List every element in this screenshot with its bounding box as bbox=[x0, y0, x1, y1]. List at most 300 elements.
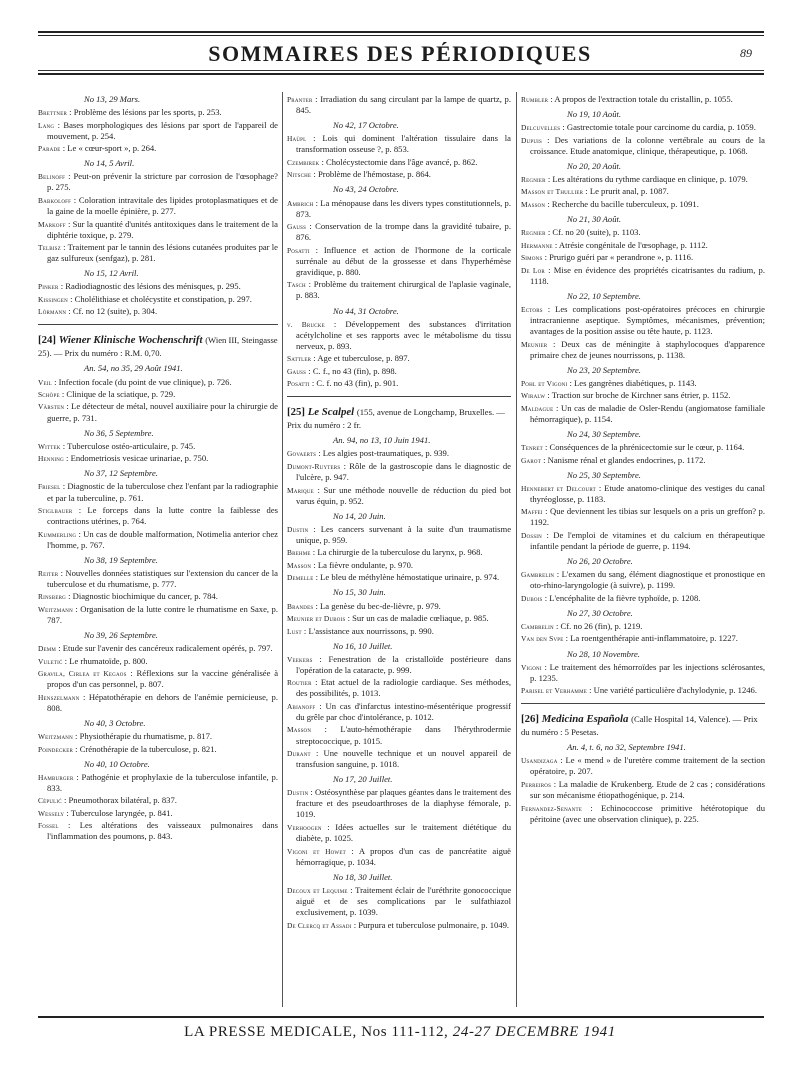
issue-heading: No 13, 29 Mars. bbox=[84, 94, 141, 104]
article-author: Veekers bbox=[287, 654, 313, 664]
footer-journal: LA PRESSE MEDICALE, bbox=[184, 1024, 357, 1040]
article-title: Développement des substances d'irritation acétylcholine et ses rapports avec le métabolisme du tissu nerveux, p. 893. bbox=[296, 318, 511, 351]
issue-heading: No 20, 20 Août. bbox=[567, 160, 622, 171]
issue-heading: No 16, 10 Juillet. bbox=[333, 640, 393, 651]
article-author: Fernandez-Senante bbox=[521, 803, 583, 813]
article-entry: Van den Svpe : La roentgenthérapie anti-inflammatoire, p. 1227. bbox=[521, 633, 738, 644]
article-entry: Verhoogen : Idées actuelles sur le traitement diététique du diabète, p. 1025. bbox=[287, 821, 511, 844]
article-author: Regnier bbox=[521, 174, 546, 184]
article-entry: Vigoni : Le traitement des hémorroïdes par les injections sclérosantes, p. 1235. bbox=[521, 661, 765, 683]
article-title: Un cas d'infarctus intestino-mésentérique progressif du grêle par choc d'intolérance, p. 1012. bbox=[296, 700, 512, 722]
article-title: Le prurit anal, p. 1087. bbox=[589, 186, 669, 197]
article-entry: Kissingen : Cholélithiase et cholécystite et constipation, p. 297. bbox=[38, 293, 252, 304]
article-author: Pranter bbox=[287, 95, 313, 104]
article-entry: Dustin : Les cancers survenant à la suite d'un traumatisme unique, p. 959. bbox=[287, 523, 512, 545]
journal-title bbox=[287, 406, 511, 431]
article-title: Rôle de la gastroscopie dans le diagnostic de l'ulcère, p. 947. bbox=[296, 460, 511, 483]
article-entry: Värsten : Le détecteur de métal, nouvel auxiliaire pour la chirurgie de guerre, p. 731. bbox=[38, 401, 278, 423]
article-title: Les complications post-opératoires précoces en chirurgie intracranienne aseptique. Symptômes, mécanismes, prévention; avantages de la position assise ou tête haute, p. 1123. bbox=[530, 303, 765, 337]
issue-heading: No 38, 19 Septembre. bbox=[84, 554, 158, 565]
issue-heading: No 44, 31 Octobre. bbox=[333, 305, 399, 316]
article-entry: Veil : Infection focale (du point de vue clinique), p. 726. bbox=[38, 376, 232, 387]
article-entry: Masson : Recherche du bacille tuberculeux, p. 1091. bbox=[521, 198, 699, 209]
article-title: Diagnostic biochimique du cancer, p. 784. bbox=[72, 591, 218, 602]
page-title: SOMMAIRES DES PÉRIODIQUES bbox=[208, 41, 592, 66]
article-entry: Fernandez-Senante : Echinococcose primitive hétérotopique du péritoine (avec une observation clinique), p. 225. bbox=[521, 802, 765, 824]
issue-heading: No 19, 10 Août. bbox=[567, 109, 622, 120]
article-entry: Decoux et Lequime : Traitement éclair de l'uréthrite gonococcique aiguë et de ses complications par le sulfathiazol exclusivement, p. 1039. bbox=[287, 884, 512, 918]
article-title: Un cas de double malformation, Notimelia anterior chez l'homme, p. 767. bbox=[47, 528, 278, 550]
top-rule bbox=[38, 31, 764, 33]
article-entry: Telbisz : Traitement par le tannin des lésions cutanées produites par le gaz sulfureux (senfgaz), p. 281. bbox=[38, 242, 278, 264]
article-entry: Reiter : Nouvelles données statistiques sur l'extension du cancer de la tuberculose et du rhumatisme, p. 777. bbox=[38, 567, 278, 589]
article-entry: Belinoff : Peut-on prévenir la stricture par corrosion de l'œsophage? p. 275. bbox=[38, 171, 278, 193]
article-author: Belinoff bbox=[38, 172, 66, 182]
article-author: Weitzmann bbox=[38, 732, 73, 742]
article-author: Maffei bbox=[521, 507, 543, 517]
article-entry: Poindecker : Crénothérapie de la tuberculose, p. 821. bbox=[38, 743, 217, 754]
article-entry: Nitsche : Problème de l'hémostase, p. 864. bbox=[287, 169, 431, 180]
article-title: A propos d'un cas de pancréatite aiguë hémorragique, p. 1034. bbox=[296, 845, 511, 867]
article-title: Le détecteur de métal, nouvel auxiliaire pour la chirurgie de guerre, p. 731. bbox=[47, 401, 278, 423]
article-entry: Weitzmann : Organisation de la lutte contre le rhumatisme en Saxe, p. 787. bbox=[38, 603, 278, 626]
journal-title bbox=[521, 713, 765, 738]
article-title: Traitement par le tannin des lésions cutanées produites par le gaz sulfureux (senfgaz), p. 281. bbox=[47, 242, 278, 264]
article-entry: Czembirek : Cholécystectomie dans l'âge avancé, p. 862. bbox=[287, 156, 478, 167]
article-author: Masson bbox=[287, 560, 312, 570]
article-entry: Meunier : Deux cas de méningite à staphylocoques d'apparence primaire chez de jeunes nourrissons, p. 1138. bbox=[521, 338, 765, 360]
article-entry: Delcuvelles : Gastrectomie totale pour carcinome du cardia, p. 1059. bbox=[521, 122, 756, 133]
article-author: Dustin bbox=[287, 788, 309, 798]
footer-dates: 24-27 DECEMBRE 1941 bbox=[452, 1024, 616, 1040]
article-entry: Durant : Une nouvelle technique et un nouvel appareil de transfusion sanguine, p. 1018. bbox=[287, 748, 511, 770]
article-title: Cholécystectomie dans l'âge avancé, p. 862. bbox=[325, 156, 478, 167]
article-title: Sur un cas de maladie cœliaque, p. 985. bbox=[352, 613, 489, 624]
article-author: Parade bbox=[38, 144, 61, 154]
article-entry: Maldague : Un cas de maladie de Osler-Rendu (angiomatose familiale hémorragique), p. 1154. bbox=[521, 402, 766, 424]
article-entry: Regnier : Cf. no 20 (suite), p. 1103. bbox=[521, 227, 641, 238]
article-entry: Weitzmann : Physiothérapie du rhumatisme, p. 817. bbox=[38, 731, 213, 742]
article-author: Brehme bbox=[287, 548, 311, 558]
article-title: Age et tuberculose, p. 897. bbox=[317, 353, 410, 364]
article-author: Masson bbox=[287, 725, 312, 735]
article-title: Coloration intravitale des lipides protoplasmatiques et de la gaine de la moelle épinière, p. 277. bbox=[47, 194, 278, 217]
article-entry: Stiglbauer : Le forceps dans la lutte contre la faiblesse des contractions utérines, p. 764. bbox=[38, 505, 279, 527]
article-author: Schöpe bbox=[38, 390, 60, 399]
article-title: Mise en évidence des propriétés cicatrisantes du radium, p. 1118. bbox=[530, 264, 765, 286]
article-entry: Pohl et Vigoni : Les gangrènes diabétiques, p. 1143. bbox=[521, 377, 697, 388]
article-entry: Brettner : Problème des lésions par les sports, p. 253. bbox=[38, 107, 222, 118]
article-entry: Masson : La fièvre ondulante, p. 970. bbox=[287, 559, 414, 570]
article-author: Brandes bbox=[287, 601, 314, 611]
issue-heading: No 24, 30 Septembre. bbox=[567, 428, 641, 439]
article-author: Hennebert et Delcourt bbox=[521, 483, 596, 493]
column-3 bbox=[521, 94, 765, 826]
article-entry: Babkoloff : Coloration intravitale des lipides protoplasmatiques et de la gaine de la moelle épinière, p. 277. bbox=[38, 194, 278, 217]
issue-heading: No 15, 12 Avril. bbox=[84, 268, 139, 279]
article-entry: De Lor : Mise en évidence des propriétés cicatrisantes du radium, p. 1118. bbox=[521, 264, 765, 286]
article-author: Dossin bbox=[521, 530, 542, 540]
article-title: Pathogénie et prophylaxie de la tuberculose infantile, p. 833. bbox=[47, 771, 278, 793]
article-title: Tuberculose ostéo-articulaire, p. 745. bbox=[67, 440, 196, 451]
issue-heading: No 40, 10 Octobre. bbox=[84, 758, 150, 769]
article-title: C. f., no 43 (fin), p. 898. bbox=[312, 365, 397, 376]
issue-heading: No 17, 20 Juillet. bbox=[333, 774, 393, 785]
article-title: Problème des lésions par les sports, p. 253. bbox=[73, 107, 222, 118]
article-title: Clinique de la sciatique, p. 729. bbox=[66, 389, 176, 399]
article-title: Les gangrènes diabétiques, p. 1143. bbox=[574, 377, 697, 388]
article-title: Recherche du bacille tuberculeux, p. 1091. bbox=[551, 198, 699, 209]
article-title: Etude anatomo-clinique des vestiges du canal thyréoglosse, p. 1183. bbox=[530, 482, 765, 504]
article-author: Kissingen bbox=[38, 294, 68, 304]
article-entry: Govaerts : Les algies post-traumatiques, p. 939. bbox=[287, 448, 450, 459]
article-title: L'assistance aux nourrissons, p. 990. bbox=[308, 625, 434, 636]
article-author: Maldague bbox=[521, 403, 554, 413]
article-entry: Dossin : De l'emploi de vitamines et du calcium en thérapeutique infantile pendant la période de guerre, p. 1194. bbox=[521, 529, 765, 551]
article-author: Lust bbox=[287, 626, 302, 636]
article-entry: Marique : Sur une méthode nouvelle de réduction du pied bot varus équin, p. 952. bbox=[287, 484, 512, 506]
article-entry: De Clercq et Assadi : Purpura et tuberculose pulmonaire, p. 1049. bbox=[287, 919, 510, 930]
article-title: Sur une méthode nouvelle de réduction du pied bot varus équin, p. 952. bbox=[296, 484, 512, 506]
article-entry: Demelle : Le bleu de méthylène hémostatique urinaire, p. 974. bbox=[287, 572, 500, 583]
top-rule-thin bbox=[38, 35, 764, 36]
article-author: Ectors bbox=[521, 304, 543, 314]
article-entry: Lust : L'assistance aux nourrissons, p. 990. bbox=[287, 625, 434, 636]
article-title: Ostéosynthèse par plaques géantes dans le traitement des fracture et des pseudoarthroses de la diaphyse fémorale, p. 1019. bbox=[296, 787, 511, 820]
article-title: Les altérations du rythme cardiaque en clinique, p. 1079. bbox=[552, 173, 748, 184]
article-title: Tuberculose laryngée, p. 841. bbox=[70, 807, 173, 818]
article-author: Delcuvelles bbox=[521, 123, 561, 133]
journal-name: Le Scalpel bbox=[307, 406, 355, 419]
article-title: C. f. no 43 (fin), p. 901. bbox=[316, 378, 399, 389]
article-author: Värsten bbox=[38, 402, 65, 412]
article-title: Organisation de la lutte contre le rhumatisme en Saxe, p. 787. bbox=[47, 603, 278, 626]
article-title: La fièvre ondulante, p. 970. bbox=[317, 559, 414, 570]
article-author: Abianoff bbox=[287, 701, 316, 711]
article-author: Decoux et Lequime bbox=[287, 885, 348, 895]
article-entry: Rinsberg : Diagnostic biochimique du cancer, p. 784. bbox=[38, 591, 218, 602]
article-author: Simons bbox=[521, 253, 543, 263]
article-title: La maladie de Krukenberg. Etude de 2 cas ; considérations sur son mécanisme étiopathogénique, p. 214. bbox=[530, 778, 766, 801]
article-author: Wittek bbox=[38, 441, 61, 451]
article-title: Endometriosis vesicae urinariae, p. 750. bbox=[70, 453, 209, 464]
article-entry: Henszelmann : Hépatothérapie en dehors de l'anémie pernicieuse, p. 808. bbox=[38, 691, 278, 713]
issue-heading: No 28, 10 Novembre. bbox=[567, 648, 640, 659]
journal-name: Wiener Klinische Wochenschrift bbox=[58, 334, 203, 347]
article-author: v. Brucke bbox=[287, 319, 325, 329]
article-entry: Routier : Etat actuel de la radiologie cardiaque. Ses méthodes, des possibilités, p. 1013. bbox=[287, 677, 511, 699]
article-author: Usandizaga bbox=[521, 756, 558, 766]
article-author: Garot bbox=[521, 455, 541, 465]
article-author: Markoff bbox=[38, 219, 66, 229]
article-title: Le forceps dans la lutte contre la faiblesse des contractions utérines, p. 764. bbox=[47, 505, 279, 527]
article-title: L'encéphalite de la fièvre typhoïde, p. 1208. bbox=[549, 592, 701, 603]
article-author: Czembirek bbox=[287, 157, 320, 167]
article-author: Durant bbox=[287, 749, 311, 759]
article-entry: Dubois : L'encéphalite de la fièvre typhoïde, p. 1208. bbox=[521, 592, 701, 603]
article-author: Perreiros bbox=[521, 779, 552, 789]
article-title: L'auto-hémothérapie dans l'hérythrodermie streptococcique, p. 1015. bbox=[296, 724, 511, 746]
article-author: Masson bbox=[521, 199, 546, 209]
article-author: Fossel bbox=[38, 821, 59, 831]
article-author: Rinsberg bbox=[38, 592, 66, 602]
article-title: Cf. no 26 (fin), p. 1219. bbox=[560, 620, 643, 631]
article-author: Demelle bbox=[287, 573, 314, 583]
article-author: Poindecker bbox=[38, 744, 73, 754]
article-author: Veil bbox=[38, 377, 52, 387]
article-title: Les cancers survenant à la suite d'un traumatisme unique, p. 959. bbox=[296, 523, 512, 545]
article-author: Cépulić bbox=[38, 796, 62, 806]
article-author: Meunier bbox=[521, 339, 548, 349]
article-entry: Meunier et Dubois : Sur un cas de maladie cœliaque, p. 985. bbox=[287, 613, 489, 624]
journal-title bbox=[38, 334, 278, 359]
issue-heading: No 23, 20 Septembre. bbox=[567, 364, 641, 375]
article-entry: Posatti : C. f. no 43 (fin), p. 901. bbox=[287, 378, 399, 389]
article-author: Lörmann bbox=[38, 307, 67, 317]
article-author: Gravila, Cirlea et Kegaos bbox=[38, 669, 127, 679]
article-title: Crénothérapie de la tuberculose, p. 821. bbox=[79, 743, 217, 754]
issue-heading: No 27, 30 Octobre. bbox=[567, 607, 633, 618]
article-entry: Markoff : Sur la quantité d'unités antitoxiques dans le traitement de la diphtérie toxique, p. 279. bbox=[38, 218, 278, 240]
article-title: Hépatothérapie en dehors de l'anémie pernicieuse, p. 808. bbox=[47, 691, 278, 713]
article-title: Etude sur l'avenir des cancéreux radicalement opérés, p. 797. bbox=[62, 643, 273, 654]
article-title: Conservation de la trompe dans la gravidité tubaire, p. 876. bbox=[296, 221, 511, 243]
page-number: 89 bbox=[740, 46, 752, 60]
article-author: Dumont-Ruyters bbox=[287, 461, 341, 471]
article-title: Le traitement des hémorroïdes par les injections sclérosantes, p. 1235. bbox=[530, 661, 765, 683]
article-entry: Hermanne : Atrésie congénitale de l'œsophage, p. 1112. bbox=[521, 239, 708, 250]
article-author: Rumbler bbox=[521, 95, 549, 104]
article-entry: Parade : Le « cœur-sport », p. 264. bbox=[38, 143, 157, 154]
issue-heading: No 21, 30 Août. bbox=[567, 214, 622, 225]
article-author: Gauss bbox=[287, 222, 307, 232]
issue-heading: No 37, 12 Septembre. bbox=[84, 468, 158, 479]
article-author: Tasch bbox=[287, 280, 306, 290]
article-title: Une variété particulière d'achylodynie, p. 1246. bbox=[593, 685, 758, 696]
article-title: Traction sur broche de Kirchner sans étrier, p. 1152. bbox=[551, 390, 731, 401]
article-author: Weitzmann bbox=[38, 604, 73, 614]
article-entry: Veekers : Fenestration de la cristalloïde postérieure dans l'opération de la cataracte, p. 999. bbox=[287, 653, 512, 675]
journal-number: [25] bbox=[287, 406, 305, 419]
article-entry: Haüpl : Lois qui dominent l'altération tissulaire dans la transformation osseuse ?, p. 853. bbox=[287, 133, 511, 155]
article-title: Atrésie congénitale de l'œsophage, p. 1112. bbox=[558, 239, 708, 250]
issue-heading: No 43, 24 Octobre. bbox=[333, 184, 399, 195]
article-author: Marique bbox=[287, 485, 314, 495]
journal-name: Medicina Española bbox=[541, 713, 629, 726]
article-title: Idées actuelles sur le traitement diététique du diabète, p. 1025. bbox=[296, 821, 511, 844]
article-author: De Clercq et Assadi bbox=[287, 920, 352, 930]
article-entry: Schöpe : Clinique de la sciatique, p. 729. bbox=[38, 389, 176, 399]
article-author: De Lor bbox=[521, 265, 545, 275]
article-author: Van den Svpe bbox=[521, 634, 564, 644]
article-author: Parisel et Verhamme bbox=[521, 686, 587, 696]
footer-rule bbox=[38, 1016, 764, 1018]
column-divider-1 bbox=[282, 92, 283, 1007]
article-title: Purpura et tuberculose pulmonaire, p. 1049. bbox=[358, 919, 510, 930]
article-author: Posatti bbox=[287, 379, 310, 389]
article-title: Sur la quantité d'unités antitoxiques dans le traitement de la diphtérie toxique, p. 279. bbox=[47, 218, 278, 240]
article-entry: Wittek : Tuberculose ostéo-articulaire, p. 745. bbox=[38, 440, 196, 451]
article-entry: Hamburger : Pathogénie et prophylaxie de la tuberculose infantile, p. 833. bbox=[38, 771, 278, 793]
article-entry: Pranter : Irradiation du sang circulant par la lampe de quartz, p. 845. bbox=[287, 94, 511, 116]
article-entry: Vigoni et Howet : A propos d'un cas de pancréatite aiguë hémorragique, p. 1034. bbox=[287, 845, 511, 867]
issue-heading: No 42, 17 Octobre. bbox=[333, 120, 399, 131]
journal-publisher: (155, avenue de Longchamp, Bruxelles. — Prix du numéro : 2 fr. bbox=[287, 407, 505, 430]
article-entry: Rumbler : A propos de l'extraction totale du cristallin, p. 1055. bbox=[521, 94, 733, 104]
article-entry: Lang : Bases morphologiques des lésions par sport de l'appareil de mouvement, p. 254. bbox=[38, 119, 278, 141]
article-title: Diagnostic de la tuberculose chez l'enfant par la radiographie et par la tuberculine, p. 761. bbox=[47, 481, 279, 503]
article-entry: Posatti : Influence et action de l'hormone de la corticale surrénale au début de la grossesse et dans l'hyperhémèse gravidique, p. 880. bbox=[287, 244, 511, 277]
issue-heading: An. 54, no 35, 29 Août 1941. bbox=[84, 363, 183, 374]
article-entry: Abianoff : Un cas d'infarctus intestino-mésentérique progressif du grêle par choc d'intolérance, p. 1012. bbox=[287, 700, 512, 722]
article-entry: Gambrelin : L'examen du sang, élément diagnostique et pronostique en oto-rhino-laryngologie (à suivre), p. 1199. bbox=[521, 569, 766, 591]
article-author: Routier bbox=[287, 678, 312, 688]
article-author: Sattler bbox=[287, 354, 312, 364]
article-title: Le « cœur-sport », p. 264. bbox=[67, 143, 157, 154]
journal-separator bbox=[287, 396, 511, 397]
article-author: Haüpl bbox=[287, 134, 307, 144]
article-author: Dubois bbox=[521, 593, 543, 603]
article-entry: Friesel : Diagnostic de la tuberculose chez l'enfant par la radiographie et par la tuberculine, p. 761. bbox=[38, 481, 279, 503]
issue-heading: No 40, 3 Octobre. bbox=[84, 717, 146, 728]
article-author: Telbisz bbox=[38, 243, 61, 253]
issue-heading: No 36, 5 Septembre. bbox=[84, 427, 154, 438]
article-entry: Ambrich : La ménopause dans les divers types constitutionnels, p. 873. bbox=[287, 197, 511, 219]
issue-heading: No 15, 30 Juin. bbox=[333, 587, 386, 598]
article-author: Posatti bbox=[287, 245, 310, 255]
article-entry: Pinker : Radiodiagnostic des lésions des ménisques, p. 295. bbox=[38, 281, 241, 292]
article-author: Hamburger bbox=[38, 772, 74, 782]
article-author: Friesel bbox=[38, 482, 61, 492]
article-author: Henszelmann bbox=[38, 692, 80, 702]
article-title: Traitement éclair de l'uréthrite gonococcique aiguë et de ses complications par le sulfathiazol exclusivement, p. 1039. bbox=[296, 884, 512, 918]
article-author: Wessely bbox=[38, 808, 65, 818]
issue-heading: No 39, 26 Septembre. bbox=[84, 630, 158, 641]
article-author: Wiralw bbox=[521, 391, 546, 401]
article-entry: Henning : Endometriosis vesicae urinariae, p. 750. bbox=[38, 453, 209, 464]
issue-heading: No 14, 5 Avril. bbox=[84, 158, 135, 169]
article-entry: Lörmann : Cf. no 12 (suite), p. 304. bbox=[38, 306, 158, 317]
article-entry: Ectors : Les complications post-opératoires précoces en chirurgie intracranienne aseptique. Symptômes, mécanismes, prévention; avantages de la position assise ou tête haute, p. 1123. bbox=[521, 303, 765, 337]
article-title: Un cas de maladie de Osler-Rendu (angiomatose familiale hémorragique), p. 1154. bbox=[530, 402, 766, 424]
article-entry: Masson et Thullier : Le prurit anal, p. 1087. bbox=[521, 186, 669, 197]
article-author: Hermanne bbox=[521, 240, 553, 250]
article-author: Henning bbox=[38, 454, 64, 464]
article-title: Bases morphologiques des lésions par sport de l'appareil de mouvement, p. 254. bbox=[47, 119, 278, 141]
article-entry: Wiralw : Traction sur broche de Kirchner sans étrier, p. 1152. bbox=[521, 390, 731, 401]
article-entry: Wessely : Tuberculose laryngée, p. 841. bbox=[38, 807, 173, 818]
article-title: Radiodiagnostic des lésions des ménisques, p. 295. bbox=[65, 281, 241, 292]
article-author: Demm bbox=[38, 644, 57, 654]
journal-number: [26] bbox=[521, 713, 539, 726]
journal-separator bbox=[521, 703, 765, 704]
article-author: Dustin bbox=[287, 524, 309, 534]
article-author: Verhoogen bbox=[287, 822, 322, 832]
issue-heading: An. 94, no 13, 10 Juin 1941. bbox=[333, 435, 431, 446]
article-title: Réflexions sur la vaccine généralisée à propos d'un cas personnel, p. 807. bbox=[47, 668, 279, 690]
article-title: Peut-on prévenir la stricture par corrosion de l'œsophage? p. 275. bbox=[47, 171, 278, 193]
article-entry: Vuletić : Le rhumatoïde, p. 800. bbox=[38, 655, 148, 666]
article-author: Babkoloff bbox=[38, 195, 72, 205]
article-entry: Dustin : Ostéosynthèse par plaques géantes dans le traitement des fracture et des pseudoarthroses de la diaphyse fémorale, p. 1019. bbox=[287, 787, 511, 820]
article-author: Ambrich bbox=[287, 198, 314, 208]
article-entry: Gravila, Cirlea et Kegaos : Réflexions sur la vaccine généralisée à propos d'un cas personnel, p. 807. bbox=[38, 668, 279, 690]
column-divider-2 bbox=[516, 92, 517, 1007]
article-entry: Simons : Prurigo guéri par « perandrone », p. 1116. bbox=[521, 252, 694, 263]
footer bbox=[0, 1024, 800, 1041]
article-author: Reiter bbox=[38, 568, 59, 578]
article-author: Vigoni bbox=[521, 662, 542, 672]
journal-publisher: (Wien III, Steingasse 25). — Prix du numéro : R.M. 0,70. bbox=[38, 335, 278, 358]
article-entry: Garot : Nanisme rénal et glandes endocrines, p. 1172. bbox=[521, 454, 706, 465]
article-title: Nouvelles données statistiques sur l'extension du cancer de la tuberculose et du rhumatisme, p. 777. bbox=[47, 567, 278, 589]
article-author: Vuletić bbox=[38, 656, 63, 666]
article-author: Pohl et Vigoni bbox=[521, 378, 568, 388]
article-title: Le rhumatoïde, p. 800. bbox=[69, 655, 148, 666]
article-author: Meunier et Dubois bbox=[287, 614, 346, 624]
article-author: Gambrelin bbox=[521, 570, 555, 580]
issue-heading: No 22, 10 Septembre. bbox=[567, 290, 641, 301]
article-author: Brettner bbox=[38, 108, 68, 118]
article-title: Cf. no 20 (suite), p. 1103. bbox=[552, 227, 641, 238]
article-title: Les altérations des vaisseaux pulmonaires dans l'inflammation des poumons, p. 843. bbox=[47, 820, 279, 842]
journal-number: [24] bbox=[38, 334, 56, 347]
article-title: Cholélithiase et cholécystite et constipation, p. 297. bbox=[74, 293, 252, 304]
issue-heading: No 18, 30 Juillet. bbox=[333, 871, 393, 882]
article-entry: Maffei : Que deviennent les tibias sur lesquels on a pris un greffon? p. 1192. bbox=[521, 506, 766, 528]
article-entry: Fossel : Les altérations des vaisseaux pulmonaires dans l'inflammation des poumons, p. 843. bbox=[38, 820, 279, 842]
article-title: La roentgenthérapie anti-inflammatoire, p. 1227. bbox=[570, 633, 738, 644]
journal-publisher: (Calle Hospital 14, Valence). — Prix du numéro : 5 Pesetas. bbox=[521, 714, 758, 737]
article-author: Kummerling bbox=[38, 529, 77, 539]
article-entry: Parisel et Verhamme : Une variété particulière d'achylodynie, p. 1246. bbox=[521, 685, 758, 696]
article-author: Vigoni et Howet bbox=[287, 846, 346, 856]
article-title: Fenestration de la cristalloïde postérieure dans l'opération de la cataracte, p. 999. bbox=[296, 653, 512, 675]
article-title: La genèse du bec-de-lièvre, p. 979. bbox=[320, 600, 441, 611]
article-entry: Cambrelin : Cf. no 26 (fin), p. 1219. bbox=[521, 620, 643, 631]
article-title: De l'emploi de vitamines et du calcium en thérapeutique infantile pendant la période de guerre, p. 1194. bbox=[530, 529, 765, 551]
article-title: Influence et action de l'hormone de la corticale surrénale au début de la grossesse et dans l'hyperhémèse gravidique, p. 880. bbox=[296, 244, 511, 277]
article-entry: Kummerling : Un cas de double malformation, Notimelia anterior chez l'homme, p. 767. bbox=[38, 528, 278, 550]
article-title: Le « mend » de l'uretère comme traitement de la section opératoire, p. 207. bbox=[530, 755, 765, 777]
journal-separator bbox=[38, 324, 278, 325]
article-title: Infection focale (du point de vue clinique), p. 726. bbox=[58, 376, 232, 387]
column-2 bbox=[287, 94, 511, 932]
article-entry: v. Brucke : Développement des substances d'irritation acétylcholine et ses rapports avec le métabolisme du tissu nerveux, p. 893. bbox=[287, 318, 511, 351]
article-title: Les algies post-traumatiques, p. 939. bbox=[322, 448, 450, 459]
article-title: Etat actuel de la radiologie cardiaque. Ses méthodes, des possibilités, p. 1013. bbox=[296, 677, 511, 699]
article-entry: Dupuis : Des variations de la colonne vertébrale au cours de la croissance. Etude anatomique, clinique, thérapeutique, p. 1068. bbox=[521, 134, 765, 156]
article-author: Gauss bbox=[287, 366, 307, 376]
article-title: Des variations de la colonne vertébrale au cours de la croissance. Etude anatomique, clinique, thérapeutique, p. 1068. bbox=[530, 134, 765, 156]
article-title: Problème de l'hémostase, p. 864. bbox=[317, 169, 431, 180]
article-entry: Usandizaga : Le « mend » de l'uretère comme traitement de la section opératoire, p. 207. bbox=[521, 755, 765, 777]
article-title: L'examen du sang, élément diagnostique et pronostique en oto-rhino-laryngologie (à suivre), p. 1199. bbox=[530, 569, 766, 591]
issue-heading: An. 4, t. 6, no 32, Septembre 1941. bbox=[567, 742, 686, 753]
article-title: Nanisme rénal et glandes endocrines, p. 1172. bbox=[547, 454, 706, 465]
article-author: Cambrelin bbox=[521, 621, 554, 631]
article-author: Govaerts bbox=[287, 449, 317, 459]
article-title: La ménopause dans les divers types constitutionnels, p. 873. bbox=[296, 197, 511, 219]
issue-heading: No 25, 30 Septembre. bbox=[567, 469, 641, 480]
article-title: Deux cas de méningite à staphylocoques d'apparence primaire chez de jeunes nourrissons, p. 1138. bbox=[530, 338, 765, 360]
article-title: La chirurgie de la tuberculose du larynx, p. 968. bbox=[317, 547, 483, 558]
article-author: Stiglbauer bbox=[38, 506, 73, 516]
article-author: Masson et Thullier bbox=[521, 187, 584, 197]
article-title: Pneumothorax bilatéral, p. 837. bbox=[68, 795, 177, 806]
column-1 bbox=[38, 94, 278, 844]
article-entry: Dumont-Ruyters : Rôle de la gastroscopie dans le diagnostic de l'ulcère, p. 947. bbox=[287, 460, 511, 483]
